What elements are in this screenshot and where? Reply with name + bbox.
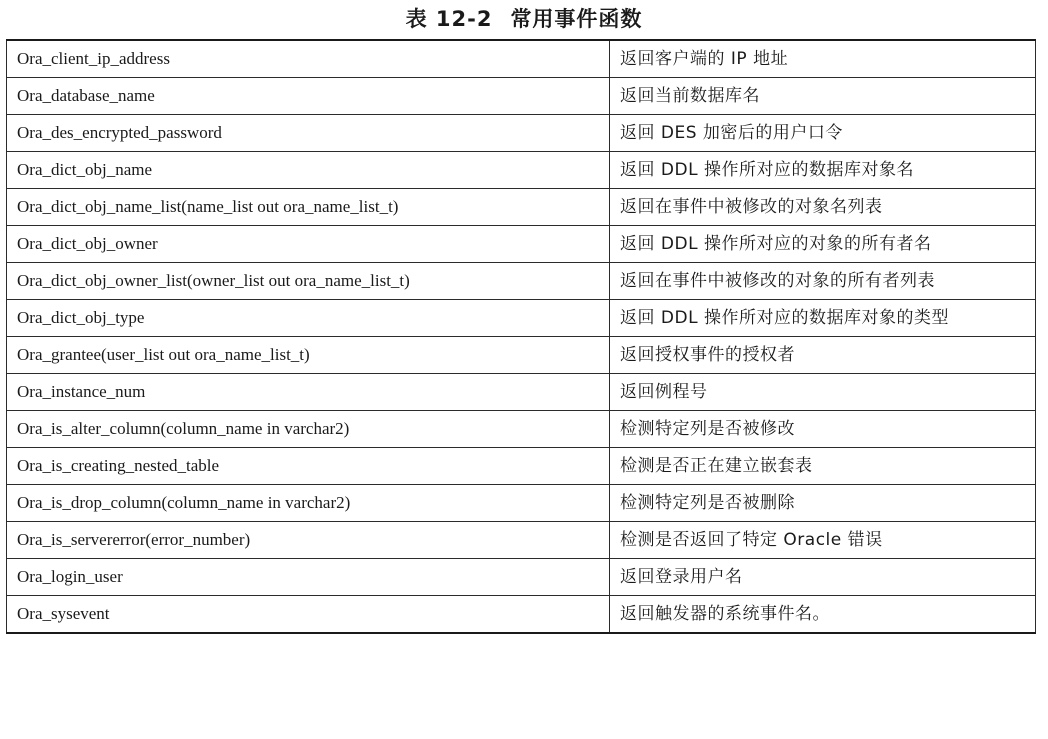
table-row — [7, 485, 1036, 522]
function-description-cell: 检测特定列是否被修改 — [610, 411, 1036, 448]
table-row — [7, 522, 1036, 559]
function-name-cell: Ora_is_drop_column(column_name in varchar2) — [7, 485, 610, 522]
function-name-cell: Ora_instance_num — [7, 374, 610, 411]
function-description-cell: 返回当前数据库名 — [610, 78, 1036, 115]
function-name-cell: Ora_dict_obj_name — [7, 152, 610, 189]
function-description-cell: 返回 DDL 操作所对应的数据库对象名 — [610, 152, 1036, 189]
function-name-cell: Ora_client_ip_address — [7, 40, 610, 78]
table-row — [7, 263, 1036, 300]
table-row — [7, 374, 1036, 411]
function-description-cell: 返回在事件中被修改的对象的所有者列表 — [610, 263, 1036, 300]
table-row — [7, 596, 1036, 634]
function-description-cell: 返回 DDL 操作所对应的对象的所有者名 — [610, 226, 1036, 263]
function-description-cell: 返回触发器的系统事件名。 — [610, 596, 1036, 634]
function-name-cell: Ora_dict_obj_type — [7, 300, 610, 337]
table-title: 常用事件函数 — [510, 7, 643, 31]
table-row — [7, 559, 1036, 596]
event-functions-table — [6, 39, 1036, 634]
table-number: 表 12-2 — [405, 7, 493, 31]
table-body — [7, 40, 1036, 633]
function-name-cell: Ora_is_servererror(error_number) — [7, 522, 610, 559]
function-description-cell: 返回授权事件的授权者 — [610, 337, 1036, 374]
table-row — [7, 300, 1036, 337]
function-name-cell: Ora_is_alter_column(column_name in varchar2) — [7, 411, 610, 448]
function-name-cell: Ora_is_creating_nested_table — [7, 448, 610, 485]
function-name-cell: Ora_login_user — [7, 559, 610, 596]
table-row — [7, 411, 1036, 448]
function-name-cell: Ora_dict_obj_name_list(name_list out ora_name_list_t) — [7, 189, 610, 226]
function-name-cell: Ora_database_name — [7, 78, 610, 115]
function-description-cell: 检测是否正在建立嵌套表 — [610, 448, 1036, 485]
table-row — [7, 40, 1036, 78]
function-description-cell: 返回 DDL 操作所对应的数据库对象的类型 — [610, 300, 1036, 337]
table-row — [7, 189, 1036, 226]
function-description-cell: 返回 DES 加密后的用户口令 — [610, 115, 1036, 152]
table-row — [7, 78, 1036, 115]
table-row — [7, 115, 1036, 152]
table-row — [7, 448, 1036, 485]
function-name-cell: Ora_des_encrypted_password — [7, 115, 610, 152]
function-name-cell: Ora_dict_obj_owner — [7, 226, 610, 263]
function-name-cell: Ora_grantee(user_list out ora_name_list_t) — [7, 337, 610, 374]
table-row — [7, 226, 1036, 263]
function-description-cell: 返回登录用户名 — [610, 559, 1036, 596]
function-description-cell: 检测是否返回了特定 Oracle 错误 — [610, 522, 1036, 559]
function-description-cell: 返回在事件中被修改的对象名列表 — [610, 189, 1036, 226]
table-caption — [0, 6, 1048, 32]
function-description-cell: 检测特定列是否被删除 — [610, 485, 1036, 522]
function-name-cell: Ora_dict_obj_owner_list(owner_list out ora_name_list_t) — [7, 263, 610, 300]
function-description-cell: 返回客户端的 IP 地址 — [610, 40, 1036, 78]
table-row — [7, 337, 1036, 374]
table-row — [7, 152, 1036, 189]
function-name-cell: Ora_sysevent — [7, 596, 610, 634]
function-description-cell: 返回例程号 — [610, 374, 1036, 411]
